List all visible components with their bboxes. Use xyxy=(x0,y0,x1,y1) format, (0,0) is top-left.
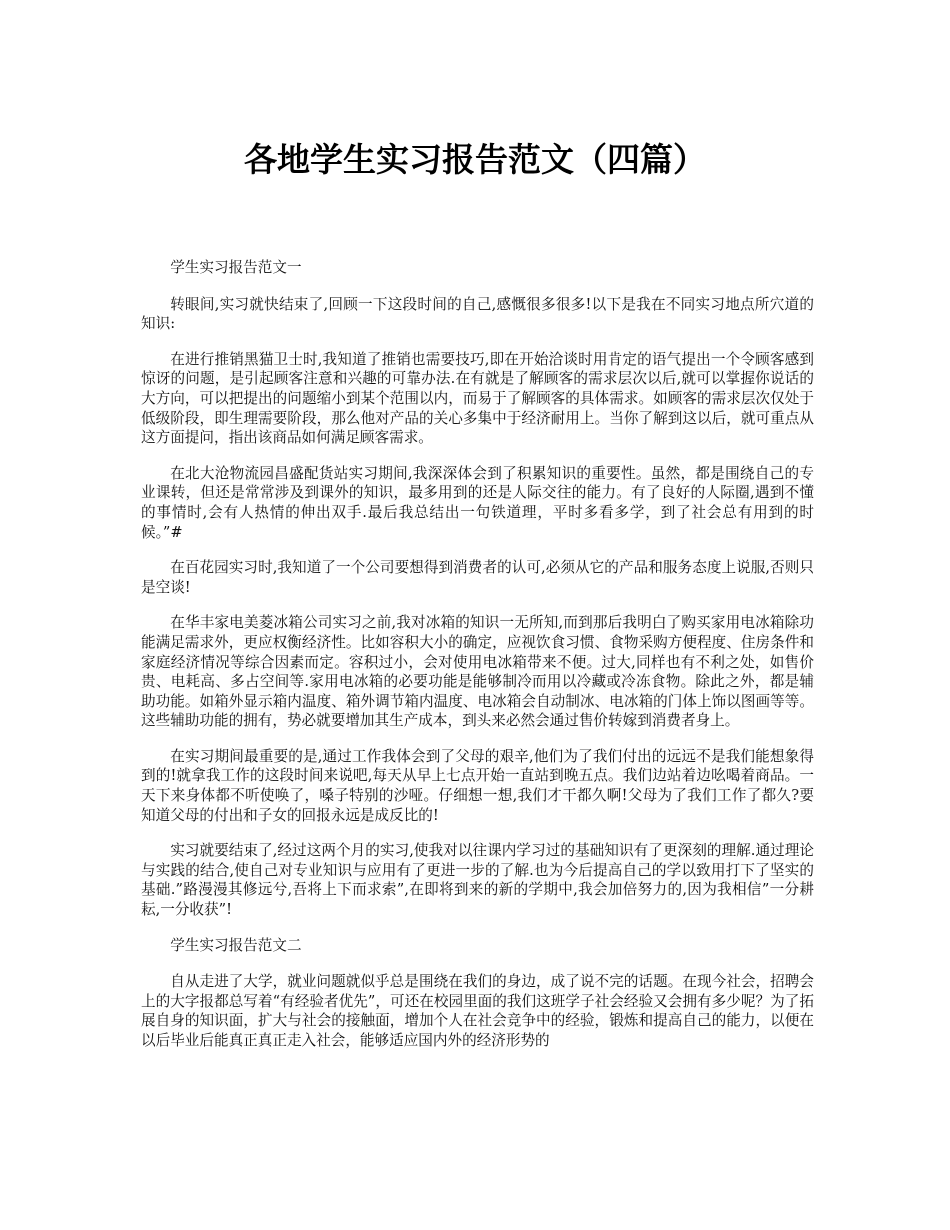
document-body xyxy=(141,258,814,1067)
section-heading-2: 学生实习报告范文二 xyxy=(170,936,302,954)
document-title: 各地学生实习报告范文（四篇） xyxy=(244,140,706,179)
paragraph: 实习就要结束了,经过这两个月的实习,使我对以往课内学习过的基础知识有了更深刻的理解.通过理论与实践的结合,使自己对专业知识与应用有了更进一步的了解.也为今后提高自己的学以致用打下了坚实的基础.”路漫漫其修远兮,吾将上下而求索”,在即将到来的新的学期中,我会加倍努力的,因为我相信”一分耕耘,一分收获”! xyxy=(141,842,814,919)
section-heading-1: 学生实习报告范文一 xyxy=(170,259,302,276)
paragraph: 在百花园实习时,我知道了一个公司要想得到消费者的认可,必须从它的产品和服务态度上说服,否则只是空谈! xyxy=(141,559,814,596)
paragraph: 自从走进了大学，就业问题就似乎总是围绕在我们的身边，成了说不完的话题。在现今社会，招聘会上的大字报都总写着“有经验者优先”，可还在校园里面的我们这班学子社会经验又会拥有多少呢？为了拓展自身的知识面，扩大与社会的接触面，增加个人在社会竞争中的经验，锻炼和提高自己的能力，以便在以后毕业后能真正真正走入社会，能够适应国内外的经济形势的 xyxy=(141,973,814,1049)
paragraph: 在进行推销黑猫卫士时,我知道了推销也需要技巧,即在开始洽谈时用肯定的语气提出一个令顾客感到惊讶的问题，是引起顾客注意和兴趣的可靠办法.在有就是了解顾客的需求层次以后,就可以掌握你说话的大方向，可以把提出的问题缩小到某个范围以内，而易于了解顾客的具体需求。如顾客的需求层次仅处于低级阶段，即生理需要阶段，那么他对产品的关心多集中于经济耐用上。当你了解到这以后，就可重点从这方面提问，指出该商品如何满足顾客需求。 xyxy=(141,350,814,447)
paragraph: 在北大沧物流园昌盛配货站实习期间,我深深体会到了积累知识的重要性。虽然，都是围绕自己的专业课转，但还是常常涉及到课外的知识，最多用到的还是人际交往的能力。有了良好的人际圈,遇到不懂的事情时,会有人热情的伸出双手.最后我总结出一句铁道理，平时多看多学，到了社会总有用到的时候。”# xyxy=(141,464,814,541)
paragraph: 转眼间,实习就快结束了,回顾一下这段时间的自己,感慨很多很多!以下是我在不同实习地点所穴道的知识: xyxy=(141,295,814,333)
paragraph: 在实习期间最重要的是,通过工作我体会到了父母的艰辛,他们为了我们付出的远远不是我们能想象得到的!就拿我工作的这段时间来说吧,每天从早上七点开始一直站到晚五点。我们边站着边吆喝着商品。一天下来身体都不听使唤了，嗓子特别的沙哑。仔细想一想,我们才干都久啊!父母为了我们工作了都久?要知道父母的付出和子女的回报永远是成反比的! xyxy=(141,747,814,824)
paragraph: 在华丰家电美菱冰箱公司实习之前,我对冰箱的知识一无所知,而到那后我明白了购买家用电冰箱除功能满足需求外，更应权衡经济性。比如容积大小的确定，应视饮食习惯、食物采购方便程度、住房条件和家庭经济情况等综合因素而定。容积过小，会对使用电冰箱带来不便。过大,同样也有不利之处，如售价贵、电耗高、多占空间等.家用电冰箱的必要功能是能够制冷而用以冷藏或冷冻食物。除此之外，都是辅助功能。如箱外显示箱内温度、箱外调节箱内温度、电冰箱会自动制冰、电冰箱的门体上饰以图画等等。这些辅助功能的拥有，势必就要增加其生产成本，到头来必然会通过售价转嫁到消费者身上。 xyxy=(141,614,814,730)
